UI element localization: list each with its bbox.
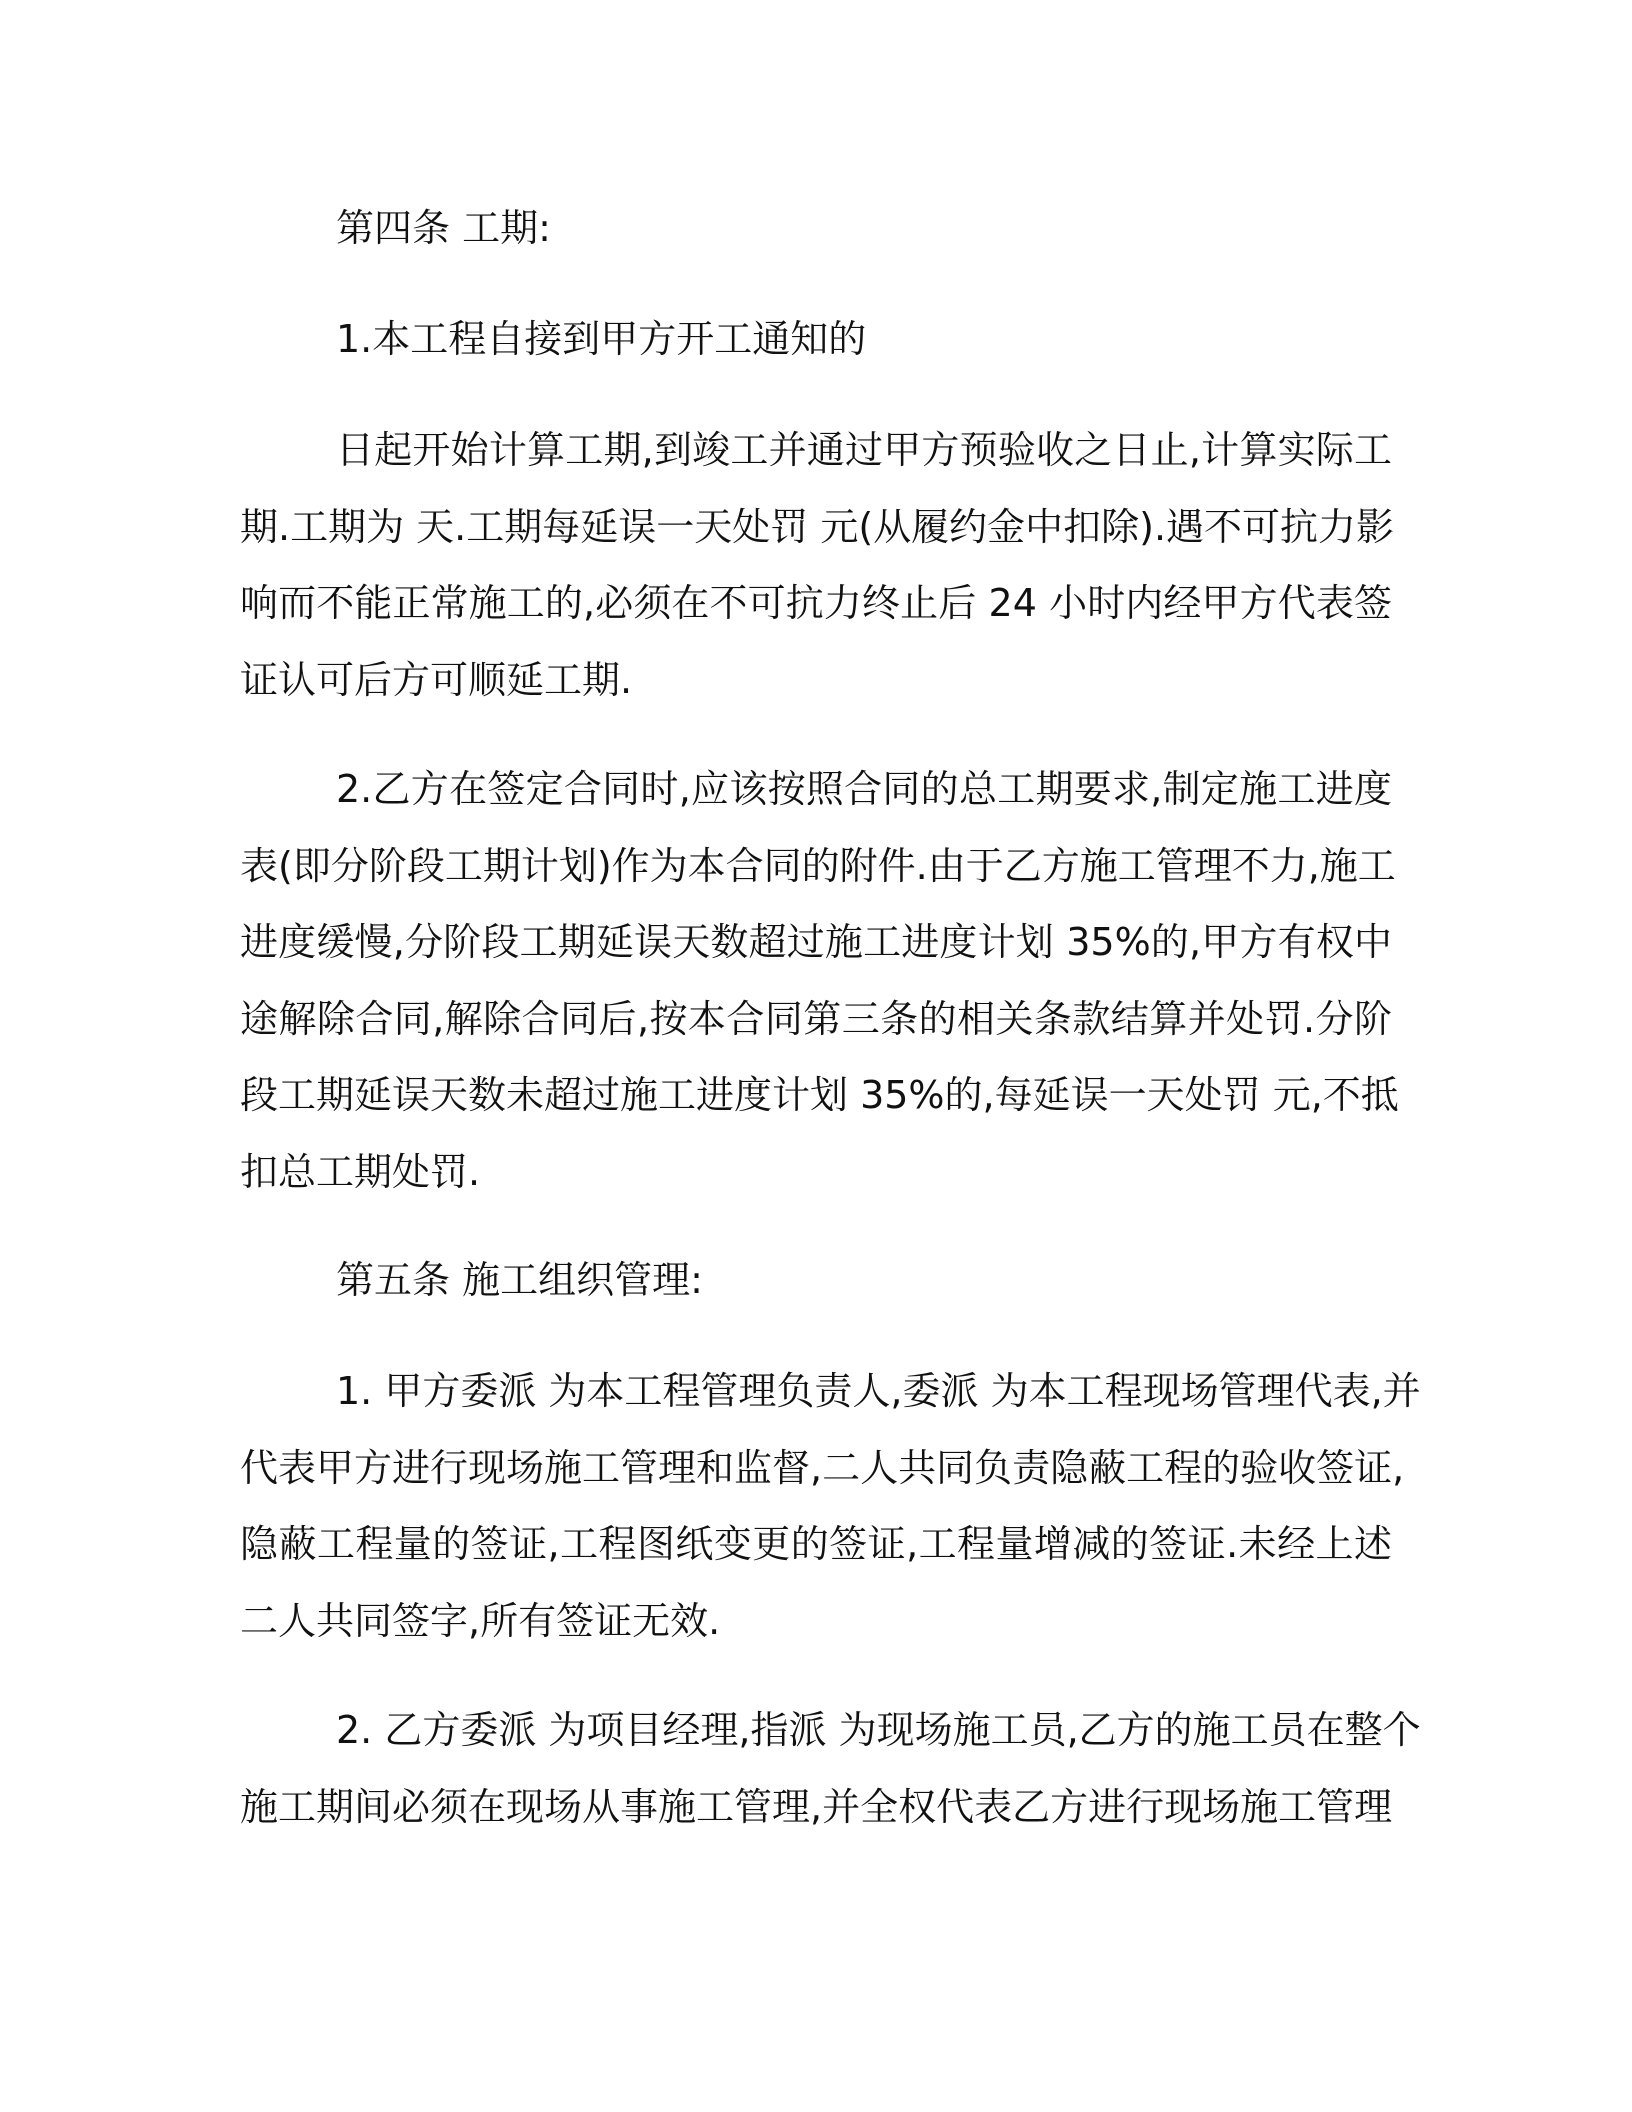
text-line: 途解除合同,解除合同后,按本合同第三条的相关条款结算并处罚.分阶: [240, 996, 1392, 1041]
text-line: 表(即分阶段工期计划)作为本合同的附件.由于乙方施工管理不力,施工: [240, 843, 1396, 888]
text-line: 代表甲方进行现场施工管理和监督,二人共同负责隐蔽工程的验收签证,: [240, 1445, 1405, 1490]
section-5-heading: 第五条 施工组织管理:: [336, 1258, 703, 1302]
s4-item2-paragraph: [240, 751, 1399, 1210]
text-line: 2.乙方在签定合同时,应该按照合同的总工期要求,制定施工进度: [336, 767, 1392, 811]
text-line: 段工期延误天数未超过施工进度计划 35%的,每延误一天处罚 元,不抵: [240, 1073, 1399, 1117]
text-line: 施工期间必须在现场从事施工管理,并全权代表乙方进行现场施工管理: [240, 1784, 1393, 1829]
text-line: 1. 甲方委派 为本工程管理负责人,委派 为本工程现场管理代表,并: [336, 1369, 1421, 1413]
text-line: 日起开始计算工期,到竣工并通过甲方预验收之日止,计算实际工: [336, 428, 1392, 472]
text-line: 进度缓慢,分阶段工期延误天数超过施工进度计划 35%的,甲方有权中: [240, 920, 1392, 964]
text-line: 二人共同签字,所有签证无效.: [240, 1598, 721, 1643]
s5-item2-paragraph: [240, 1692, 1421, 1845]
text-line: 隐蔽工程量的签证,工程图纸变更的签证,工程量增减的签证.未经上述: [240, 1522, 1392, 1566]
text-line: 扣总工期处罚.: [240, 1149, 481, 1194]
s4-item1-paragraph: [240, 412, 1395, 718]
text-line: 期.工期为 天.工期每延误一天处罚 元(从履约金中扣除).遇不可抗力影: [240, 504, 1395, 549]
text-line: 证认可后方可顺延工期.: [240, 657, 633, 702]
text-line: 响而不能正常施工的,必须在不可抗力终止后 24 小时内经甲方代表签: [240, 581, 1392, 625]
s5-item1-paragraph: [240, 1353, 1421, 1659]
s4-item1-intro: 1.本工程自接到甲方开工通知的: [336, 317, 867, 361]
text-line: 2. 乙方委派 为项目经理,指派 为现场施工员,乙方的施工员在整个: [336, 1708, 1421, 1752]
section-4-heading: 第四条 工期:: [336, 206, 551, 250]
